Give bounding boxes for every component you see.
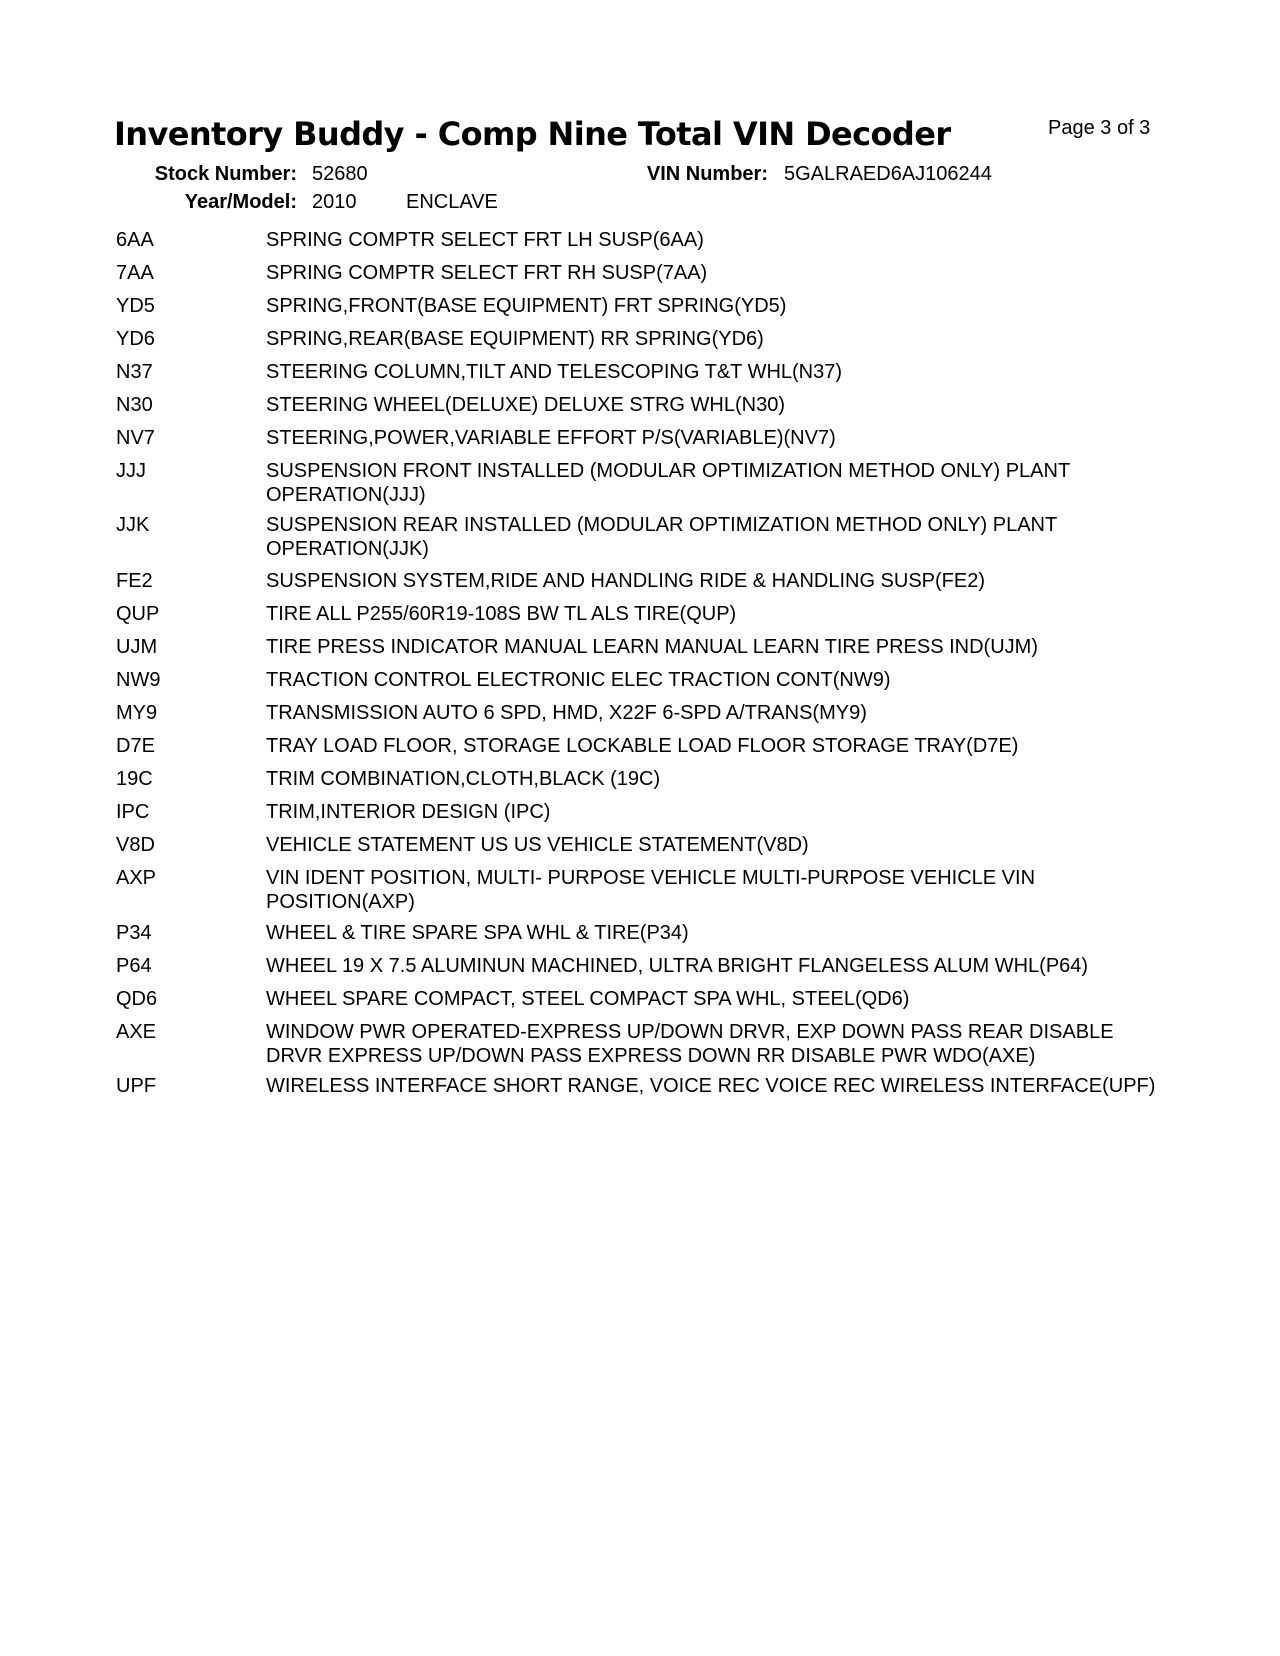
option-description: SUSPENSION REAR INSTALLED (MODULAR OPTIMIZATION METHOD ONLY) PLANT OPERATION(JJK)	[266, 514, 1057, 560]
option-row	[0, 569, 1280, 593]
option-description: VIN IDENT POSITION, MULTI- PURPOSE VEHICLE MULTI-PURPOSE VEHICLE VIN POSITION(AXP)	[266, 867, 1036, 913]
option-code: N30	[116, 394, 153, 416]
vin-number-label: VIN Number:	[646, 163, 768, 185]
option-description: TRIM COMBINATION,CLOTH,BLACK (19C)	[266, 768, 661, 790]
option-row	[0, 360, 1280, 384]
option-row	[0, 602, 1280, 626]
option-row	[0, 426, 1280, 450]
option-row	[0, 1020, 1280, 1068]
option-code: IPC	[116, 801, 150, 823]
option-code: AXP	[116, 867, 157, 889]
option-code: MY9	[116, 702, 158, 724]
option-row	[0, 701, 1280, 725]
option-code: JJJ	[116, 460, 146, 482]
option-code: P64	[116, 955, 152, 977]
option-row	[0, 987, 1280, 1011]
option-description: TRAY LOAD FLOOR, STORAGE LOCKABLE LOAD FLOOR STORAGE TRAY(D7E)	[266, 735, 1019, 757]
option-code: NV7	[116, 427, 155, 449]
stock-number-value: 52680	[312, 163, 368, 185]
year-value: 2010	[312, 191, 357, 213]
option-code: P34	[116, 922, 152, 944]
option-description: SPRING,FRONT(BASE EQUIPMENT) FRT SPRING(YD5)	[266, 295, 787, 317]
option-row	[0, 635, 1280, 659]
option-code: YD6	[116, 328, 155, 350]
option-description: TIRE PRESS INDICATOR MANUAL LEARN MANUAL LEARN TIRE PRESS IND(UJM)	[266, 636, 1038, 658]
option-row	[0, 459, 1280, 507]
option-row	[0, 800, 1280, 824]
option-description: WHEEL & TIRE SPARE SPA WHL & TIRE(P34)	[266, 922, 689, 944]
option-description: TRACTION CONTROL ELECTRONIC ELEC TRACTION CONT(NW9)	[266, 669, 891, 691]
option-row	[0, 393, 1280, 417]
option-code: UJM	[116, 636, 158, 658]
option-row	[0, 866, 1280, 914]
option-row	[0, 261, 1280, 285]
document-title: Inventory Buddy - Comp Nine Total VIN Decoder	[114, 115, 951, 153]
option-list	[0, 228, 1280, 1098]
option-description: WIRELESS INTERFACE SHORT RANGE, VOICE REC VOICE REC WIRELESS INTERFACE(UPF)	[266, 1075, 1156, 1097]
option-code: 6AA	[116, 229, 154, 251]
option-description: SPRING COMPTR SELECT FRT LH SUSP(6AA)	[266, 229, 704, 251]
option-code: QUP	[116, 603, 160, 625]
year-model-label: Year/Model:	[184, 191, 297, 213]
option-description: SUSPENSION FRONT INSTALLED (MODULAR OPTIMIZATION METHOD ONLY) PLANT OPERATION(JJJ)	[266, 460, 1070, 506]
option-code: QD6	[116, 988, 158, 1010]
vin-number-value: 5GALRAED6AJ106244	[784, 163, 992, 185]
option-code: AXE	[116, 1021, 157, 1043]
option-description: STEERING COLUMN,TILT AND TELESCOPING T&T WHL(N37)	[266, 361, 843, 383]
option-code: N37	[116, 361, 153, 383]
page-number: Page 3 of 3	[1048, 117, 1151, 139]
option-code: FE2	[116, 570, 153, 592]
option-description: WHEEL 19 X 7.5 ALUMINUN MACHINED, ULTRA BRIGHT FLANGELESS ALUM WHL(P64)	[266, 955, 1089, 977]
option-row	[0, 833, 1280, 857]
option-description: TIRE ALL P255/60R19-108S BW TL ALS TIRE(QUP)	[266, 603, 737, 625]
option-row	[0, 921, 1280, 945]
option-code: 7AA	[116, 262, 154, 284]
option-row	[0, 668, 1280, 692]
option-description: SUSPENSION SYSTEM,RIDE AND HANDLING RIDE & HANDLING SUSP(FE2)	[266, 570, 986, 592]
option-description: STEERING WHEEL(DELUXE) DELUXE STRG WHL(N30)	[266, 394, 785, 416]
option-code: V8D	[116, 834, 155, 856]
option-description: SPRING,REAR(BASE EQUIPMENT) RR SPRING(YD6)	[266, 328, 764, 350]
option-code: NW9	[116, 669, 161, 691]
option-row	[0, 327, 1280, 351]
option-row	[0, 1074, 1280, 1098]
option-row	[0, 767, 1280, 791]
option-row	[0, 954, 1280, 978]
option-description: TRANSMISSION AUTO 6 SPD, HMD, X22F 6-SPD A/TRANS(MY9)	[266, 702, 867, 724]
model-value: ENCLAVE	[406, 191, 498, 213]
option-description: TRIM,INTERIOR DESIGN (IPC)	[266, 801, 551, 823]
option-description: STEERING,POWER,VARIABLE EFFORT P/S(VARIABLE)(NV7)	[266, 427, 836, 449]
option-description: WHEEL SPARE COMPACT, STEEL COMPACT SPA WHL, STEEL(QD6)	[266, 988, 910, 1010]
option-description: SPRING COMPTR SELECT FRT RH SUSP(7AA)	[266, 262, 708, 284]
option-code: D7E	[116, 735, 155, 757]
option-code: 19C	[116, 768, 153, 790]
stock-number-label: Stock Number:	[154, 163, 297, 185]
option-row	[0, 294, 1280, 318]
option-code: JJK	[116, 514, 150, 536]
option-code: YD5	[116, 295, 155, 317]
option-code: UPF	[116, 1075, 156, 1097]
option-description: WINDOW PWR OPERATED-EXPRESS UP/DOWN DRVR, EXP DOWN PASS REAR DISABLE DRVR EXPRESS UP/DOWN PASS EXPRESS DOWN RR DISABLE PWR WDO(AXE)	[266, 1021, 1114, 1067]
option-row	[0, 228, 1280, 252]
option-description: VEHICLE STATEMENT US US VEHICLE STATEMENT(V8D)	[266, 834, 809, 856]
option-row	[0, 513, 1280, 561]
option-row	[0, 734, 1280, 758]
